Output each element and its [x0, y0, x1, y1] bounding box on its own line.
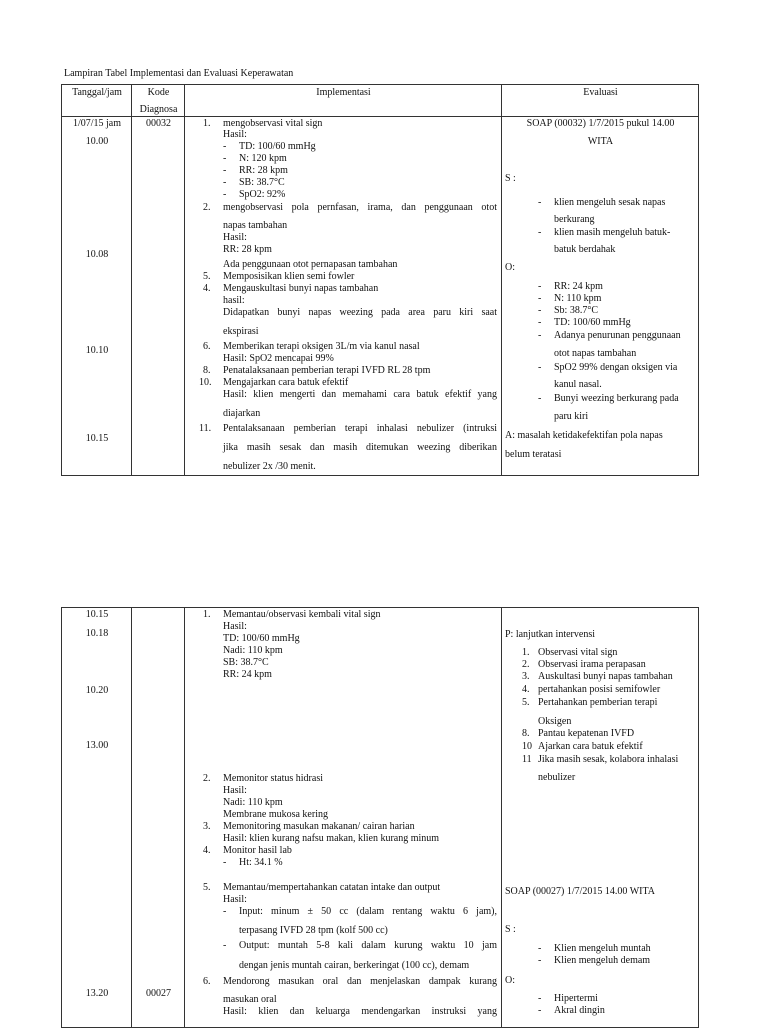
text-line: Jika masih sesak, kolabora inhalasi: [538, 754, 679, 765]
header-evaluasi: [502, 85, 699, 117]
text-line: SpO2 99% dengan oksigen via: [554, 362, 678, 373]
text-line: -: [538, 227, 542, 238]
text-line: Hasil:: [223, 129, 247, 140]
text-line: masukan oral: [223, 994, 277, 1005]
text-line: 3.: [203, 821, 211, 832]
text-line: TD: 100/60 mmHg: [223, 633, 300, 644]
text-line: P: lanjutkan intervensi: [505, 629, 595, 640]
text-line: 5.: [522, 697, 530, 708]
text-line: Memposisikan klien semi fowler: [223, 271, 355, 282]
text-line: Hasil: klien mengerti dan memahami cara batuk efektif yang: [223, 389, 497, 400]
text-line: 2.: [203, 202, 211, 213]
text-line: 11.: [199, 423, 212, 434]
text-line: kanul nasal.: [554, 379, 602, 390]
text-line: -: [223, 857, 227, 868]
text-line: -: [538, 362, 542, 373]
text-line: Bunyi weezing berkurang pada: [554, 393, 679, 404]
text-line: 1.: [203, 609, 211, 620]
table-row: [62, 117, 699, 476]
text-line: Hipertermi: [554, 993, 598, 1004]
text-line: Nadi: 110 kpm: [223, 645, 283, 656]
text-line: Hasil: SpO2 mencapai 99%: [223, 353, 334, 364]
text-line: 10.: [199, 377, 212, 388]
text-line: Sb: 38.7°C: [554, 305, 599, 316]
text-line: 4.: [203, 283, 211, 294]
time: 10.15: [85, 433, 109, 444]
text-line: TD: 100/60 mmHg: [554, 317, 631, 328]
text-line: Adanya penurunan penggunaan: [554, 330, 681, 341]
text-line: mengobservasi vital sign: [223, 118, 323, 129]
text-line: O:: [505, 262, 515, 273]
text-line: 6.: [203, 341, 211, 352]
text-line: Didapatkan bunyi napas weezing pada area paru kiri saat: [223, 307, 497, 318]
text-line: 4.: [522, 684, 530, 695]
text-line: Pantau kepatenan IVFD: [538, 728, 635, 739]
text-line: Membrane mukosa kering: [223, 809, 328, 820]
text-line: batuk berdahak: [554, 244, 616, 255]
cell-kode: [132, 608, 185, 1028]
text-line: Pertahankan pemberian terapi: [538, 697, 658, 708]
text-line: 2.: [203, 773, 211, 784]
header-kode: [132, 85, 185, 117]
text-line: Memberikan terapi oksigen 3L/m via kanul nasal: [223, 341, 420, 352]
diagnosis-code: 00027: [146, 988, 171, 999]
text-line: Mengauskultasi bunyi napas tambahan: [223, 283, 379, 294]
text-line: -: [538, 197, 542, 208]
text-line: RR: 28 kpm: [239, 165, 288, 176]
text-line: hasil:: [223, 295, 245, 306]
text-line: -: [538, 393, 542, 404]
text-line: belum teratasi: [505, 449, 562, 460]
text-line: SpO2: 92%: [239, 189, 286, 200]
text-line: Implementasi: [316, 87, 371, 98]
text-line: Mengajarkan cara batuk efektif: [223, 377, 349, 388]
implementation-table-1: [61, 84, 699, 476]
text-line: -: [223, 165, 227, 176]
text-line: Hasil: klien dan keluarga mendengarkan instruksi yang: [223, 1006, 497, 1017]
text-line: Ajarkan cara batuk efektif: [538, 741, 643, 752]
text-line: Input: minum ± 50 cc (dalam rentang waktu 6 jam),: [239, 906, 497, 917]
text-line: Observasi irama perapasan: [538, 659, 646, 670]
text-line: -: [538, 993, 542, 1004]
text-line: Oksigen: [538, 716, 572, 727]
text-line: dengan jenis muntah cairan, berkeringat (100 cc), demam: [239, 960, 470, 971]
time: 10.00: [85, 136, 109, 147]
time: 13.00: [85, 740, 109, 751]
text-line: nebulizer: [538, 772, 576, 783]
text-line: 5.: [203, 271, 211, 282]
text-line: -: [223, 177, 227, 188]
text-line: -: [538, 305, 542, 316]
text-line: 2.: [522, 659, 530, 670]
header-implementasi: [185, 85, 502, 117]
text-line: 11: [522, 754, 532, 765]
text-line: TD: 100/60 mmHg: [239, 141, 316, 152]
text-line: Klien mengeluh muntah: [554, 943, 651, 954]
text-line: S :: [505, 173, 516, 184]
cell-implementasi: [185, 117, 502, 476]
text-line: Penatalaksanaan pemberian terapi IVFD RL 28 tpm: [223, 365, 431, 376]
text-line: Observasi vital sign: [538, 647, 618, 658]
time: 10.08: [85, 249, 109, 260]
table-row: [62, 608, 699, 1028]
cell-evaluasi: [502, 117, 699, 476]
text-line: -: [538, 955, 542, 966]
cell-times: [62, 117, 132, 476]
text-line: Evaluasi: [583, 87, 618, 98]
text-line: Memonitoring masukan makanan/ cairan harian: [223, 821, 415, 832]
text-line: SB: 38.7°C: [239, 177, 285, 188]
text-line: 1.: [522, 647, 530, 658]
cell-times: [62, 608, 132, 1028]
text-line: mengobservasi pola pernfasan, irama, dan penggunaan otot: [223, 202, 497, 213]
text-line: ekspirasi: [223, 326, 259, 337]
text-line: -: [538, 943, 542, 954]
table-header-row: [62, 85, 699, 117]
text-line: WITA: [587, 136, 614, 147]
text-line: O:: [505, 975, 515, 986]
text-line: SOAP (00027) 1/7/2015 14.00 WITA: [505, 886, 656, 897]
text-line: diajarkan: [223, 408, 261, 419]
text-line: 5.: [203, 882, 211, 893]
text-line: otot napas tambahan: [554, 348, 637, 359]
text-line: klien mengeluh sesak napas: [554, 197, 666, 208]
time: 10.15: [85, 609, 109, 620]
text-line: -: [538, 1005, 542, 1016]
page-title: Lampiran Tabel Implementasi dan Evaluasi Keperawatan: [64, 68, 294, 79]
text-line: -: [538, 330, 542, 341]
text-line: napas tambahan: [223, 220, 288, 231]
text-line: Hasil: klien kurang nafsu makan, klien kurang minum: [223, 833, 440, 844]
text-line: S :: [505, 924, 516, 935]
text-line: klien masih mengeluh batuk-: [554, 227, 671, 238]
text-line: SOAP (00032) 1/7/2015 pukul 14.00: [526, 118, 675, 129]
text-line: 8.: [522, 728, 530, 739]
time: 10.20: [85, 685, 109, 696]
text-line: Memonitor status hidrasi: [223, 773, 323, 784]
text-line: RR: 28 kpm: [223, 244, 272, 255]
text-line: nebulizer 2x /30 menit.: [223, 461, 316, 472]
text-line: 6.: [203, 976, 211, 987]
text-line: -: [223, 153, 227, 164]
text-line: Ada penggunaan otot pernapasan tambahan: [223, 259, 398, 270]
text-line: 8.: [203, 365, 211, 376]
text-line: Kode: [147, 87, 170, 98]
text-line: terpasang IVFD 28 tpm (kolf 500 cc): [239, 925, 388, 936]
text-line: -: [223, 906, 227, 917]
text-line: 1.: [203, 118, 211, 129]
text-line: Akral dingin: [554, 1005, 605, 1016]
text-line: jika masih sesak dan masih ditemukan weezing diberikan: [223, 442, 497, 453]
text-line: Ht: 34.1 %: [239, 857, 283, 868]
text-line: N: 120 kpm: [239, 153, 287, 164]
diagnosis-code: 00032: [146, 118, 171, 129]
text-line: RR: 24 kpm: [554, 281, 603, 292]
text-line: -: [538, 293, 542, 304]
cell-evaluasi: [502, 608, 699, 1028]
text-line: berkurang: [554, 214, 595, 225]
text-line: Output: muntah 5-8 kali dalam kurung waktu 10 jam: [239, 940, 497, 951]
text-line: RR: 24 kpm: [223, 669, 272, 680]
text-line: 10: [522, 741, 532, 752]
text-line: paru kiri: [554, 411, 589, 422]
text-line: SB: 38.7°C: [223, 657, 269, 668]
cell-implementasi: [185, 608, 502, 1028]
text-line: Hasil:: [223, 621, 247, 632]
time: 13.20: [85, 988, 109, 999]
text-line: Klien mengeluh demam: [554, 955, 651, 966]
implementation-table-2: [61, 607, 699, 1028]
text-line: A: masalah ketidakefektifan pola napas: [505, 430, 663, 441]
text-line: Hasil:: [223, 894, 247, 905]
text-line: pertahankan posisi semifowler: [538, 684, 661, 695]
text-line: Mendorong masukan oral dan menjelaskan dampak kurang: [223, 976, 497, 987]
text-line: Nadi: 110 kpm: [223, 797, 283, 808]
text-line: -: [538, 317, 542, 328]
time-date: 1/07/15 jam: [72, 118, 122, 129]
time: 10.10: [85, 345, 109, 356]
text-line: Hasil:: [223, 232, 247, 243]
header-tanggal: [62, 85, 132, 117]
text-line: 4.: [203, 845, 211, 856]
time: 10.18: [85, 628, 109, 639]
text-line: Diagnosa: [139, 104, 178, 115]
cell-kode: [132, 117, 185, 476]
text-line: -: [223, 189, 227, 200]
text-line: Auskultasi bunyi napas tambahan: [538, 671, 673, 682]
text-line: -: [223, 940, 227, 951]
text-line: Pentalaksanaan pemberian terapi inhalasi nebulizer (intruksi: [223, 423, 497, 434]
text-line: Memantau/observasi kembali vital sign: [223, 609, 381, 620]
text-line: Monitor hasil lab: [223, 845, 292, 856]
text-line: Tanggal/jam: [72, 87, 122, 98]
text-line: N: 110 kpm: [554, 293, 602, 304]
text-line: Memantau/mempertahankan catatan intake dan output: [223, 882, 441, 893]
text-line: 3.: [522, 671, 530, 682]
text-line: Hasil:: [223, 785, 247, 796]
text-line: -: [223, 141, 227, 152]
text-line: -: [538, 281, 542, 292]
